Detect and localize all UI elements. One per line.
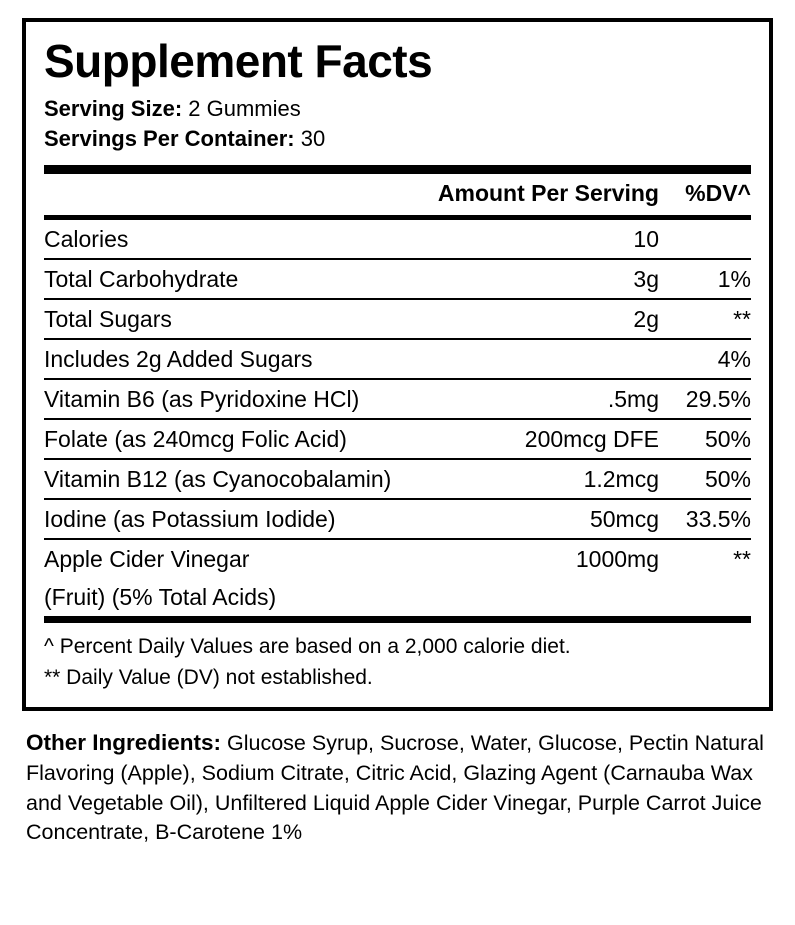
other-ingredients [22,711,773,848]
table-row [44,459,751,499]
row-amount: 200mcg DFE [488,419,659,459]
nutrition-rows-table [44,220,751,618]
serving-size-line [44,94,751,124]
row-daily-value: 1% [659,259,751,299]
row-nutrient-name: (Fruit) (5% Total Acids) [44,578,488,617]
header-daily-value: %DV^ [685,180,751,207]
row-daily-value: 50% [659,419,751,459]
divider-thick-top [44,165,751,174]
servings-per-container-value: 30 [300,125,326,151]
other-ingredients-text: Glucose Syrup, Sucrose, Water, Glucose, Pectin Natural Flavoring (Apple), Sodium Citrate, Citric Acid, Glazing Agent (Carnauba Wax and Vegetable Oil), Unfiltered Liquid Apple Cider Vinegar, Purple Carrot Juice Concentrate, B-Carotene 1% [26,731,764,845]
row-amount: 1000mg [575,546,659,573]
row-nutrient-name: Calories [44,220,488,259]
footnote-percent-dv: ^ Percent Daily Values are based on a 2,000 calorie diet. [44,635,571,659]
row-amount: 2g [488,299,659,339]
row-nutrient-name: Vitamin B12 (as Cyanocobalamin) [44,459,488,499]
serving-size-label: Serving Size: [44,96,183,121]
page-title: Supplement Facts [44,35,433,87]
row-nutrient-name: Total Carbohydrate [44,259,488,299]
table-header-row [44,174,751,215]
nutrition-table-body [44,174,751,215]
header-amount-per-serving: Amount Per Serving [437,180,659,207]
table-row [44,220,751,259]
footnotes [44,623,751,693]
row-daily-value: ** [659,299,751,339]
nutrition-rows-body [44,220,751,617]
table-row [44,299,751,339]
serving-size-value: 2 Gummies [188,96,301,121]
supplement-facts-panel [22,18,773,711]
table-row [44,499,751,539]
row-amount: 3g [488,259,659,299]
servings-per-container-label: Servings Per Container: [44,125,295,151]
row-amount: 1.2mcg [488,459,659,499]
table-row [44,259,751,299]
nutrition-table [44,174,751,215]
servings-per-container-line [44,124,751,154]
table-row [44,578,751,617]
row-nutrient-name: Iodine (as Potassium Iodide) [44,499,488,539]
row-daily-value [659,220,751,259]
row-nutrient-name: Total Sugars [44,299,488,339]
row-daily-value: ** [733,546,751,573]
row-daily-value [659,578,751,617]
row-daily-value: 50% [659,459,751,499]
row-nutrient-name: Apple Cider Vinegar [44,546,250,573]
row-nutrient-name: Includes 2g Added Sugars [44,339,488,379]
row-nutrient-name: Vitamin B6 (as Pyridoxine HCl) [44,379,488,419]
row-daily-value: 29.5% [659,379,751,419]
row-daily-value: 33.5% [659,499,751,539]
row-nutrient-name: Folate (as 240mcg Folic Acid) [44,419,488,459]
table-row [44,379,751,419]
table-row [44,419,751,459]
footnote-dv-not-established: ** Daily Value (DV) not established. [44,665,373,689]
row-amount: 50mcg [488,499,659,539]
row-amount: .5mg [488,379,659,419]
row-amount: 10 [488,220,659,259]
other-ingredients-label: Other Ingredients: [26,730,222,756]
row-amount [488,578,659,617]
table-row [44,539,751,578]
row-amount [488,339,659,379]
table-row [44,339,751,379]
row-daily-value: 4% [659,339,751,379]
